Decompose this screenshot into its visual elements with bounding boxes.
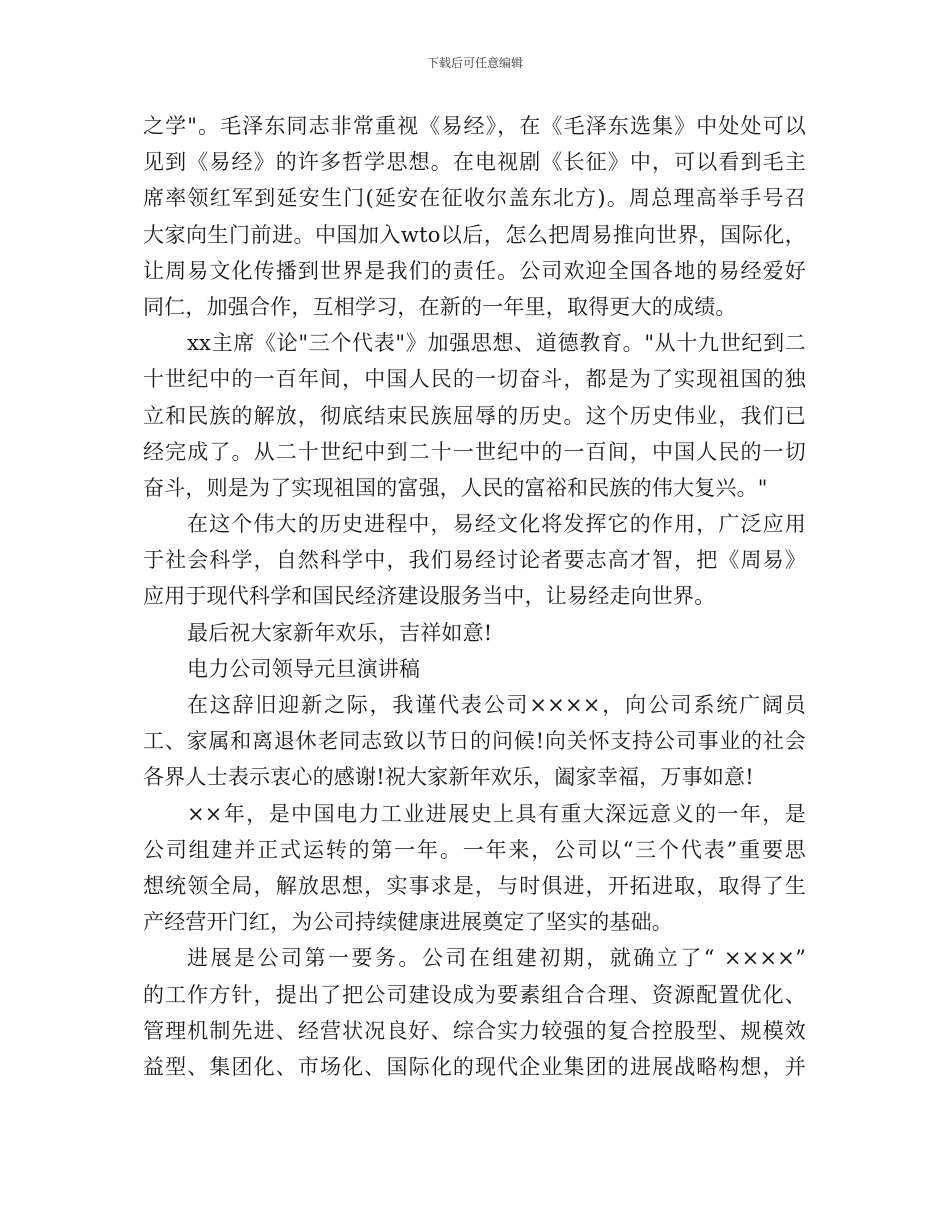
text-line: 于社会科学，自然科学中，我们易经讨论者要志高才智，把《周易》 xyxy=(143,548,806,573)
text-line: 的工作方针，提出了把公司建设成为要素组合合理、资源配置优化、 xyxy=(143,982,806,1007)
text-line: 大家向生门前进。中国加入wto以后，怎么把周易推向世界，国际化， xyxy=(143,222,806,247)
text-line: 工、家属和离退休老同志致以节日的问候!向关怀支持公司事业的社会 xyxy=(143,729,806,754)
text-line: ××年，是中国电力工业进展史上具有重大深远意义的一年，是 xyxy=(187,801,806,826)
text-line: 十世纪中的一百年间，中国人民的一切奋斗，都是为了实现祖国的独 xyxy=(143,367,806,392)
text-line: 同仁，加强合作，互相学习，在新的一年里，取得更大的成绩。 xyxy=(143,294,737,319)
text-line: 席率领红军到延安生门(延安在征收尔盖东北方)。周总理高举手号召 xyxy=(143,186,806,211)
text-line: xx主席《论"三个代表"》加强思想、道德教育。"从十九世纪到二 xyxy=(187,331,806,356)
text-line: 各界人士表示衷心的感谢!祝大家新年欢乐，阖家幸福，万事如意! xyxy=(143,765,754,790)
text-line: 公司组建并正式运转的第一年。一年来，公司以“三个代表”重要思 xyxy=(143,837,806,862)
text-line: 在这个伟大的历史进程中，易经文化将发挥它的作用，广泛应用 xyxy=(187,512,806,537)
text-line: 让周易文化传播到世界是我们的责任。公司欢迎全国各地的易经爱好 xyxy=(143,258,806,283)
text-line: 电力公司领导元旦演讲稿 xyxy=(187,656,421,681)
text-line: 产经营开门红，为公司持续健康进展奠定了坚实的基础。 xyxy=(143,910,673,935)
text-line: 奋斗，则是为了实现祖国的富强，人民的富裕和民族的伟大复兴。" xyxy=(143,475,768,500)
text-line: 进展是公司第一要务。公司在组建初期，就确立了“ ××××” xyxy=(187,946,806,971)
text-line: 之学"。毛泽东同志非常重视《易经》，在《毛泽东选集》中处处可以 xyxy=(143,114,806,138)
text-line: 最后祝大家新年欢乐，吉祥如意! xyxy=(187,620,493,645)
text-line: 益型、集团化、市场化、国际化的现代企业集团的进展战略构想，并 xyxy=(143,1054,806,1079)
text-line: 立和民族的解放，彻底结束民族屈辱的历史。这个历史伟业，我们已 xyxy=(143,403,806,428)
text-line: 管理机制先进、经营状况良好、综合实力较强的复合控股型、规模效 xyxy=(143,1018,806,1043)
document-body xyxy=(143,108,806,1085)
text-line: 想统领全局，解放思想，实事求是，与时俱进，开拓进取，取得了生 xyxy=(143,873,806,898)
text-line: 在这辞旧迎新之际，我谨代表公司××××，向公司系统广阔员 xyxy=(187,693,806,717)
text-line: 应用于现代科学和国民经济建设服务当中，让易经走向世界。 xyxy=(143,584,716,609)
page-header-note: 下载后可任意编辑 xyxy=(426,56,523,70)
text-line: 经完成了。从二十世纪中到二十一世纪中的一百间，中国人民的一切 xyxy=(143,439,806,464)
text-line: 见到《易经》的许多哲学思想。在电视剧《长征》中，可以看到毛主 xyxy=(143,150,806,175)
